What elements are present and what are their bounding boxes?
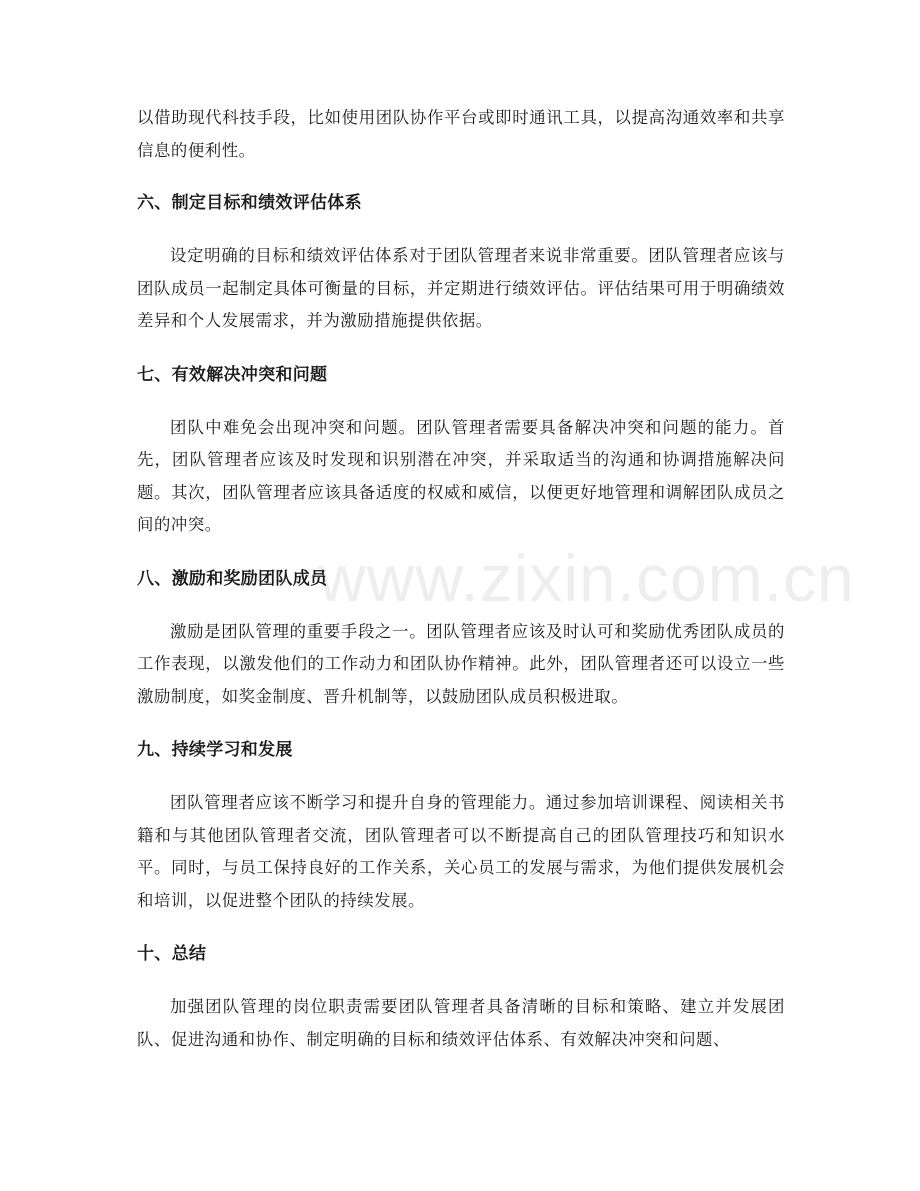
section-heading-6: 六、制定目标和绩效评估体系 (137, 193, 362, 213)
section-heading-10: 十、总结 (137, 944, 207, 964)
document-body (137, 102, 785, 1056)
section-heading-7: 七、有效解决冲突和问题 (137, 364, 328, 385)
section-heading-8: 八、激励和奖励团队成员 (137, 568, 328, 589)
section-body-9: 团队管理者应该不断学习和提升自身的管理能力。通过参加培训课程、阅读相关书籍和与其他团队管理者交流，团队管理者可以不断提高自己的团队管理技巧和知识水平。同时，与员工保持良好的工作关系，关心员工的发展与需求，为他们提供发展机会和培训，以促进整个团队的持续发展。 (137, 793, 785, 910)
section-body-8: 激励是团队管理的重要手段之一。团队管理者应该及时认可和奖励优秀团队成员的工作表现，以激发他们的工作动力和团队协作精神。此外，团队管理者还可以设立一些激励制度，如奖金制度、晋升机制等，以鼓励团队成员积极进取。 (137, 621, 785, 706)
section-heading-9: 九、持续学习和发展 (137, 740, 293, 760)
section-body-7: 团队中难免会出现冲突和问题。团队管理者需要具备解决冲突和问题的能力。首先，团队管理者应该及时发现和识别潜在冲突，并采取适当的沟通和协调措施解决问题。其次，团队管理者应该具备适度的权威和威信，以便更好地管理和调解团队成员之间的冲突。 (137, 417, 785, 534)
watermark: www.zixin.com.cn (318, 541, 855, 615)
section-body-6: 设定明确的目标和绩效评估体系对于团队管理者来说非常重要。团队管理者应该与团队成员一起制定具体可衡量的目标，并定期进行绩效评估。评估结果可用于明确绩效差异和个人发展需求，并为激励措施提供依据。 (137, 246, 785, 330)
intro-paragraph: 以借助现代科技手段，比如使用团队协作平台或即时通讯工具，以提高沟通效率和共享信息的便利性。 (137, 108, 785, 160)
section-body-10: 加强团队管理的岗位职责需要团队管理者具备清晰的目标和策略、建立并发展团队、促进沟通和协作、制定明确的目标和绩效评估体系、有效解决冲突和问题、 (137, 997, 785, 1049)
